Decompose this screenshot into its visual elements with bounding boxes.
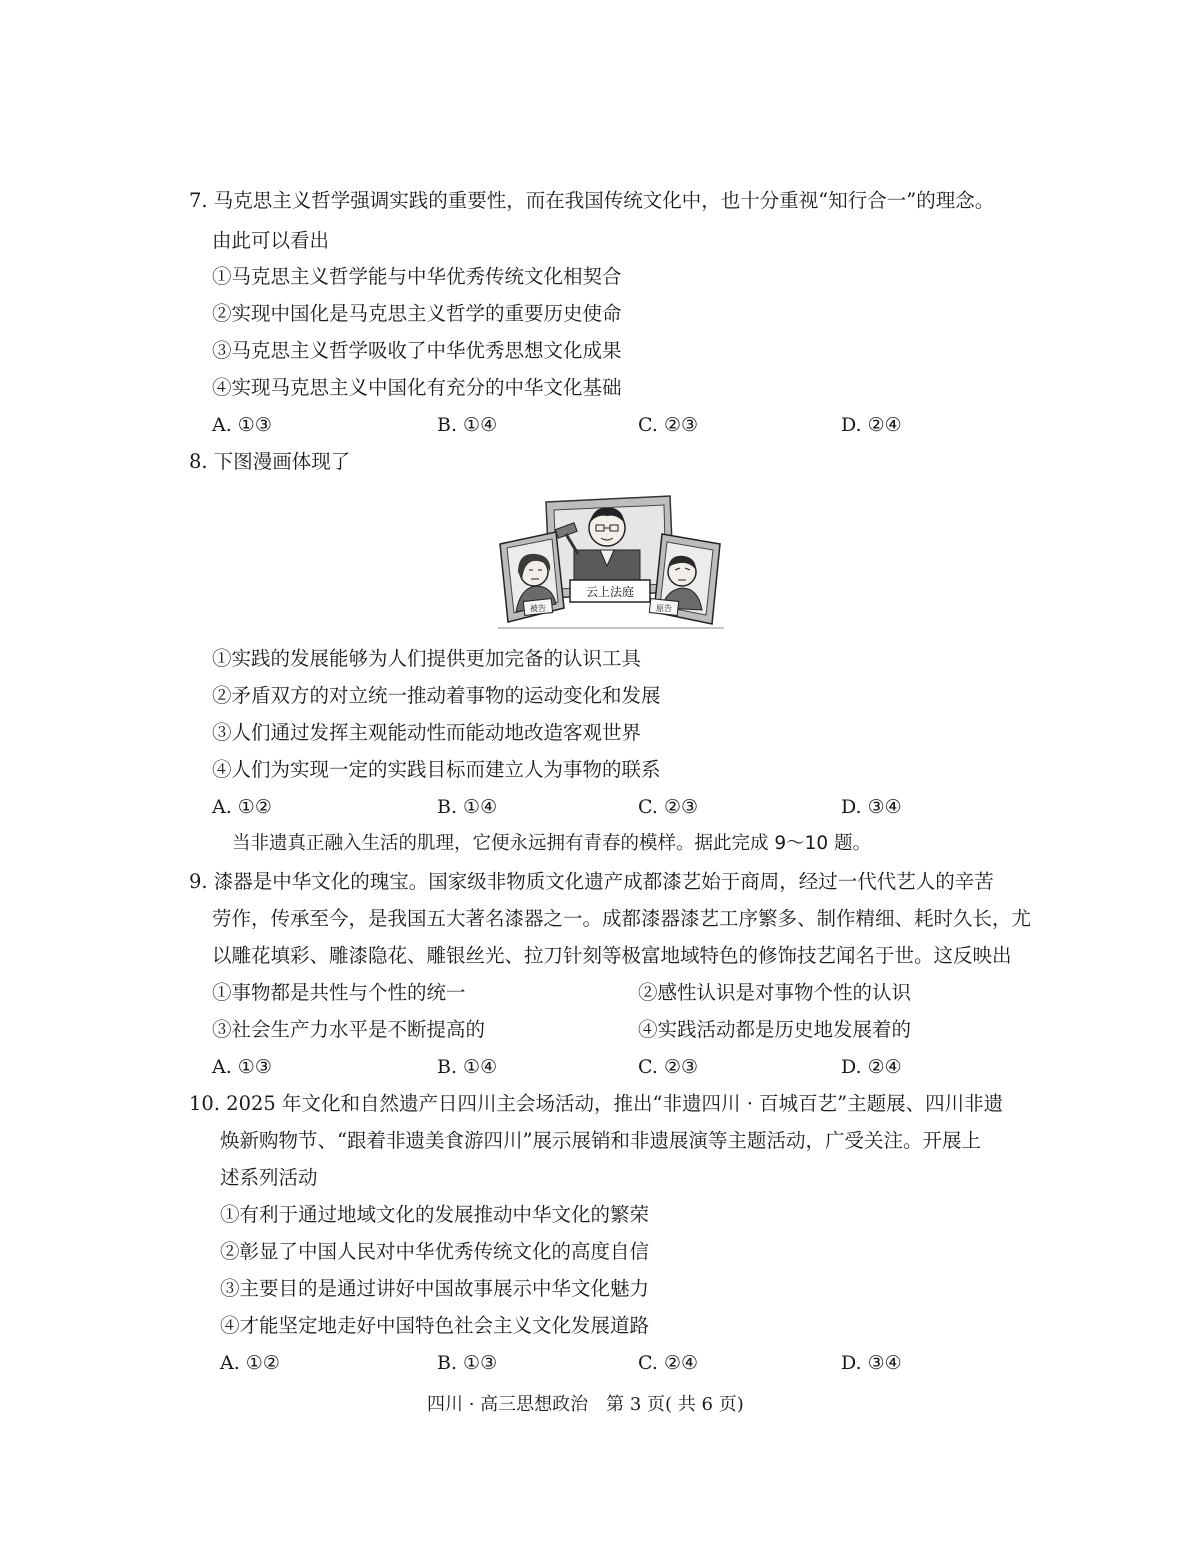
q10-statement-2: ②彰显了中国人民对中华优秀传统文化的高度自信: [220, 1240, 650, 1263]
q10-option-a: A. ①②: [220, 1352, 280, 1374]
q7-option-d: D. ②④: [841, 414, 902, 436]
q7-stem-line1: 7. 马克思主义哲学强调实践的重要性，而在我国传统文化中，也十分重视“知行合一”的理念。: [189, 189, 995, 212]
q10-stem-line2: 焕新购物节、“跟着非遗美食游四川”展示展销和非遗展演等主题活动，广受关注。开展上: [220, 1129, 981, 1152]
q8-statement-2: ②矛盾双方的对立统一推动着事物的运动变化和发展: [212, 684, 661, 707]
q7-option-c: C. ②③: [638, 414, 699, 436]
q9-option-b: B. ①④: [437, 1056, 498, 1078]
q7-option-a: A. ①③: [212, 414, 272, 436]
page-footer: 四川 · 高三思想政治 第 3 页( 共 6 页): [427, 1394, 744, 1415]
q7-stem-line2: 由此可以看出: [212, 229, 330, 252]
q9-stem-line3: 以雕花填彩、雕漆隐花、雕银丝光、拉刀针刻等极富地域特色的修饰技艺闻名于世。这反映出: [212, 944, 1012, 967]
q10-option-b: B. ①③: [437, 1352, 498, 1374]
q8-statement-4: ④人们为实现一定的实践目标而建立人为事物的联系: [212, 758, 661, 781]
defendant-tag: 被告: [530, 604, 546, 613]
q9-10-intro: 当非遗真正融入生活的肌理，它便永远拥有青春的模样。据此完成 9～10 题。: [232, 833, 872, 854]
q10-stem-line3: 述系列活动: [220, 1166, 318, 1189]
q9-statement-1: ①事物都是共性与个性的统一: [212, 981, 466, 1004]
q10-statement-3: ③主要目的是通过讲好中国故事展示中华文化魅力: [220, 1277, 650, 1300]
q10-option-c: C. ②④: [638, 1352, 699, 1374]
q9-stem-line1: 9. 漆器是中华文化的瑰宝。国家级非物质文化遗产成都漆艺始于商周，经过一代代艺人的辛苦: [189, 870, 994, 893]
q9-statement-3: ③社会生产力水平是不断提高的: [212, 1018, 486, 1041]
q10-statement-1: ①有利于通过地域文化的发展推动中华文化的繁荣: [220, 1203, 650, 1226]
q7-statement-4: ④实现马克思主义中国化有充分的中华文化基础: [212, 376, 622, 399]
q8-stem: 8. 下图漫画体现了: [189, 450, 351, 473]
q10-statement-4: ④才能坚定地走好中国特色社会主义文化发展道路: [220, 1314, 650, 1337]
q7-statement-2: ②实现中国化是马克思主义哲学的重要历史使命: [212, 302, 622, 325]
q10-option-d: D. ③④: [841, 1352, 902, 1374]
q8-option-d: D. ③④: [841, 796, 902, 818]
q8-statement-3: ③人们通过发挥主观能动性而能动地改造客观世界: [212, 721, 642, 744]
q8-option-a: A. ①②: [212, 796, 272, 818]
q9-option-c: C. ②③: [638, 1056, 699, 1078]
cloud-court-sign: 云上法庭: [585, 585, 635, 599]
q8-statement-1: ①实践的发展能够为人们提供更加完备的认识工具: [212, 647, 642, 670]
q9-statement-2: ②感性认识是对事物个性的认识: [638, 981, 912, 1004]
q7-option-b: B. ①④: [437, 414, 498, 436]
q8-option-c: C. ②③: [638, 796, 699, 818]
cloud-court-cartoon: [494, 488, 728, 634]
q9-stem-line2: 劳作，传承至今，是我国五大著名漆器之一。成都漆器漆艺工序繁多、制作精细、耗时久长，尤: [212, 907, 1032, 930]
q9-option-a: A. ①③: [212, 1056, 272, 1078]
q8-option-b: B. ①④: [437, 796, 498, 818]
q7-statement-3: ③马克思主义哲学吸收了中华优秀思想文化成果: [212, 339, 622, 362]
plaintiff-tag: 原告: [656, 604, 672, 613]
q9-option-d: D. ②④: [841, 1056, 902, 1078]
q10-stem-line1: 10. 2025 年文化和自然遗产日四川主会场活动，推出“非遗四川 · 百城百艺”主题展、四川非遗: [189, 1092, 1004, 1115]
q7-statement-1: ①马克思主义哲学能与中华优秀传统文化相契合: [212, 265, 622, 288]
q9-statement-4: ④实践活动都是历史地发展着的: [638, 1018, 912, 1041]
